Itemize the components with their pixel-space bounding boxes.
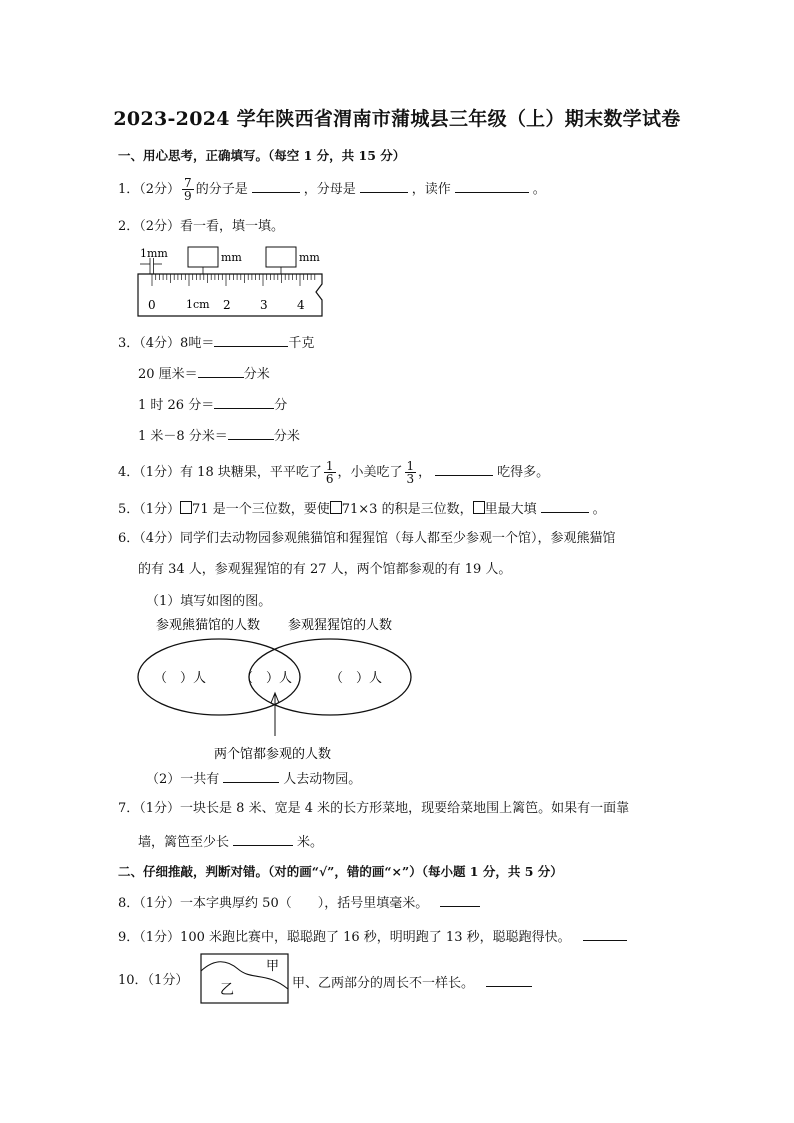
square-placeholder-2 [330, 501, 342, 514]
q10-label-yi: 乙 [220, 982, 234, 998]
q3-blank-4[interactable] [228, 425, 274, 440]
square-placeholder-1 [180, 501, 192, 514]
section-one-heading: 一、用心思考，正确填写。（每空 1 分，共 15 分） [118, 148, 406, 163]
question-8: 8．（1分）一本字典厚约 50（ ），括号里填毫米。 [118, 892, 484, 913]
ruler-1cm-label: 1cm [186, 298, 210, 311]
ruler-1mm-label: 1mm [140, 247, 168, 260]
q10-blank[interactable] [486, 972, 532, 987]
venn-label-right: 参观猩猩馆的人数 [288, 618, 393, 633]
ruler-figure [132, 244, 332, 320]
question-1: 1．（2分） $\frac{7}{9}$ 的分子是 ，分母是 ，读作 。 [118, 176, 546, 203]
q6-blank-total[interactable] [223, 768, 279, 783]
ruler-number-4: 4 [297, 298, 305, 312]
q3-blank-3[interactable] [214, 394, 274, 409]
venn-cell-left[interactable]: （ ）人 [154, 671, 207, 686]
ruler-ticks [152, 274, 315, 286]
venn-diagram [132, 610, 416, 766]
q9-blank[interactable] [583, 926, 627, 941]
ruler-number-2: 2 [223, 298, 231, 312]
question-6-line-2: 的有 34 人，参观猩猩馆的有 27 人，两个馆都参观的有 19 人。 [138, 562, 512, 577]
ruler-unit-2: mm [299, 251, 320, 264]
ruler-number-3: 3 [260, 298, 268, 312]
q1-blank-reading[interactable] [455, 178, 529, 193]
question-2: 2．（2分）看一看，填一填。 [118, 219, 285, 234]
question-10-text: 甲、乙两部分的周长不一样长。 [292, 972, 536, 993]
square-placeholder-3 [473, 501, 485, 514]
question-6-line-1: 6．（4分）同学们去动物园参观熊猫馆和猩猩馆（每人都至少参观一个馆），参观熊猫馆 [118, 531, 616, 546]
question-10-prefix: 10．（1分） [118, 973, 189, 988]
q8-blank[interactable] [440, 892, 480, 907]
q4-fraction-1: $\frac{1}{6}$ [325, 459, 334, 486]
q1-blank-numerator[interactable] [252, 178, 300, 193]
section-two-heading: 二、仔细推敲，判断对错。（对的画“√”，错的画“×”）（每小题 1 分，共 5 分） [118, 864, 563, 879]
q1-prefix: 1．（2分） [118, 182, 181, 197]
question-5: 5．（1分） 71 是一个三位数，要使 71×3 的积是三位数， 里最大填 。 [118, 498, 606, 519]
q3-blank-2[interactable] [198, 363, 244, 378]
exam-title: 2023-2024 学年陕西省渭南市蒲城县三年级（上）期末数学试卷 [113, 108, 681, 130]
q10-label-jia: 甲 [266, 959, 280, 974]
venn-cell-middle[interactable]: （ ）人 [240, 671, 293, 686]
q7-blank[interactable] [233, 831, 293, 846]
question-7-line-1: 7．（1分）一块长是 8 米、宽是 4 米的长方形菜地，现要给菜地围上篱笆。如果有一面靠 [118, 801, 630, 816]
question-3-line-2: 20 厘米＝ 分米 [138, 363, 270, 384]
question-4: 4．（1分）有 18 块糖果，平平吃了 $\frac{1}{6}$ ，小美吃了 $\frac{1}{3}$ ， 吃得多。 [118, 459, 550, 486]
ruler-number-0: 0 [148, 298, 156, 312]
venn-label-left: 参观熊猫馆的人数 [156, 618, 261, 633]
venn-bottom-label: 两个馆都参观的人数 [214, 747, 332, 762]
q4-blank[interactable] [435, 461, 493, 476]
venn-cell-right[interactable]: （ ）人 [330, 671, 383, 686]
q1-fraction: $\frac{7}{9}$ [184, 176, 192, 203]
q5-blank[interactable] [541, 498, 589, 513]
question-7-line-2: 墙，篱笆至少长 米。 [138, 831, 323, 852]
q10-figure [200, 953, 290, 1005]
question-6-sub-1: （1）填写如图的图。 [146, 594, 272, 609]
q3-blank-1[interactable] [214, 332, 288, 347]
ruler-unit-1: mm [221, 251, 242, 264]
ruler-answer-box-2[interactable] [266, 247, 296, 267]
question-9: 9．（1分）100 米跑比赛中，聪聪跑了 16 秒，明明跑了 13 秒，聪聪跑得快。 [118, 926, 631, 947]
question-6-sub-2: （2）一共有 人去动物园。 [146, 768, 361, 789]
ruler-answer-box-1[interactable] [188, 247, 218, 267]
question-3-line-4: 1 米－8 分米＝ 分米 [138, 425, 300, 446]
question-3-line-1: 3．（4分）8吨＝ 千克 [118, 332, 314, 353]
question-3-line-3: 1 时 26 分＝ 分 [138, 394, 287, 415]
q4-fraction-2: $\frac{1}{3}$ [406, 459, 415, 486]
q1-blank-denominator[interactable] [360, 178, 408, 193]
